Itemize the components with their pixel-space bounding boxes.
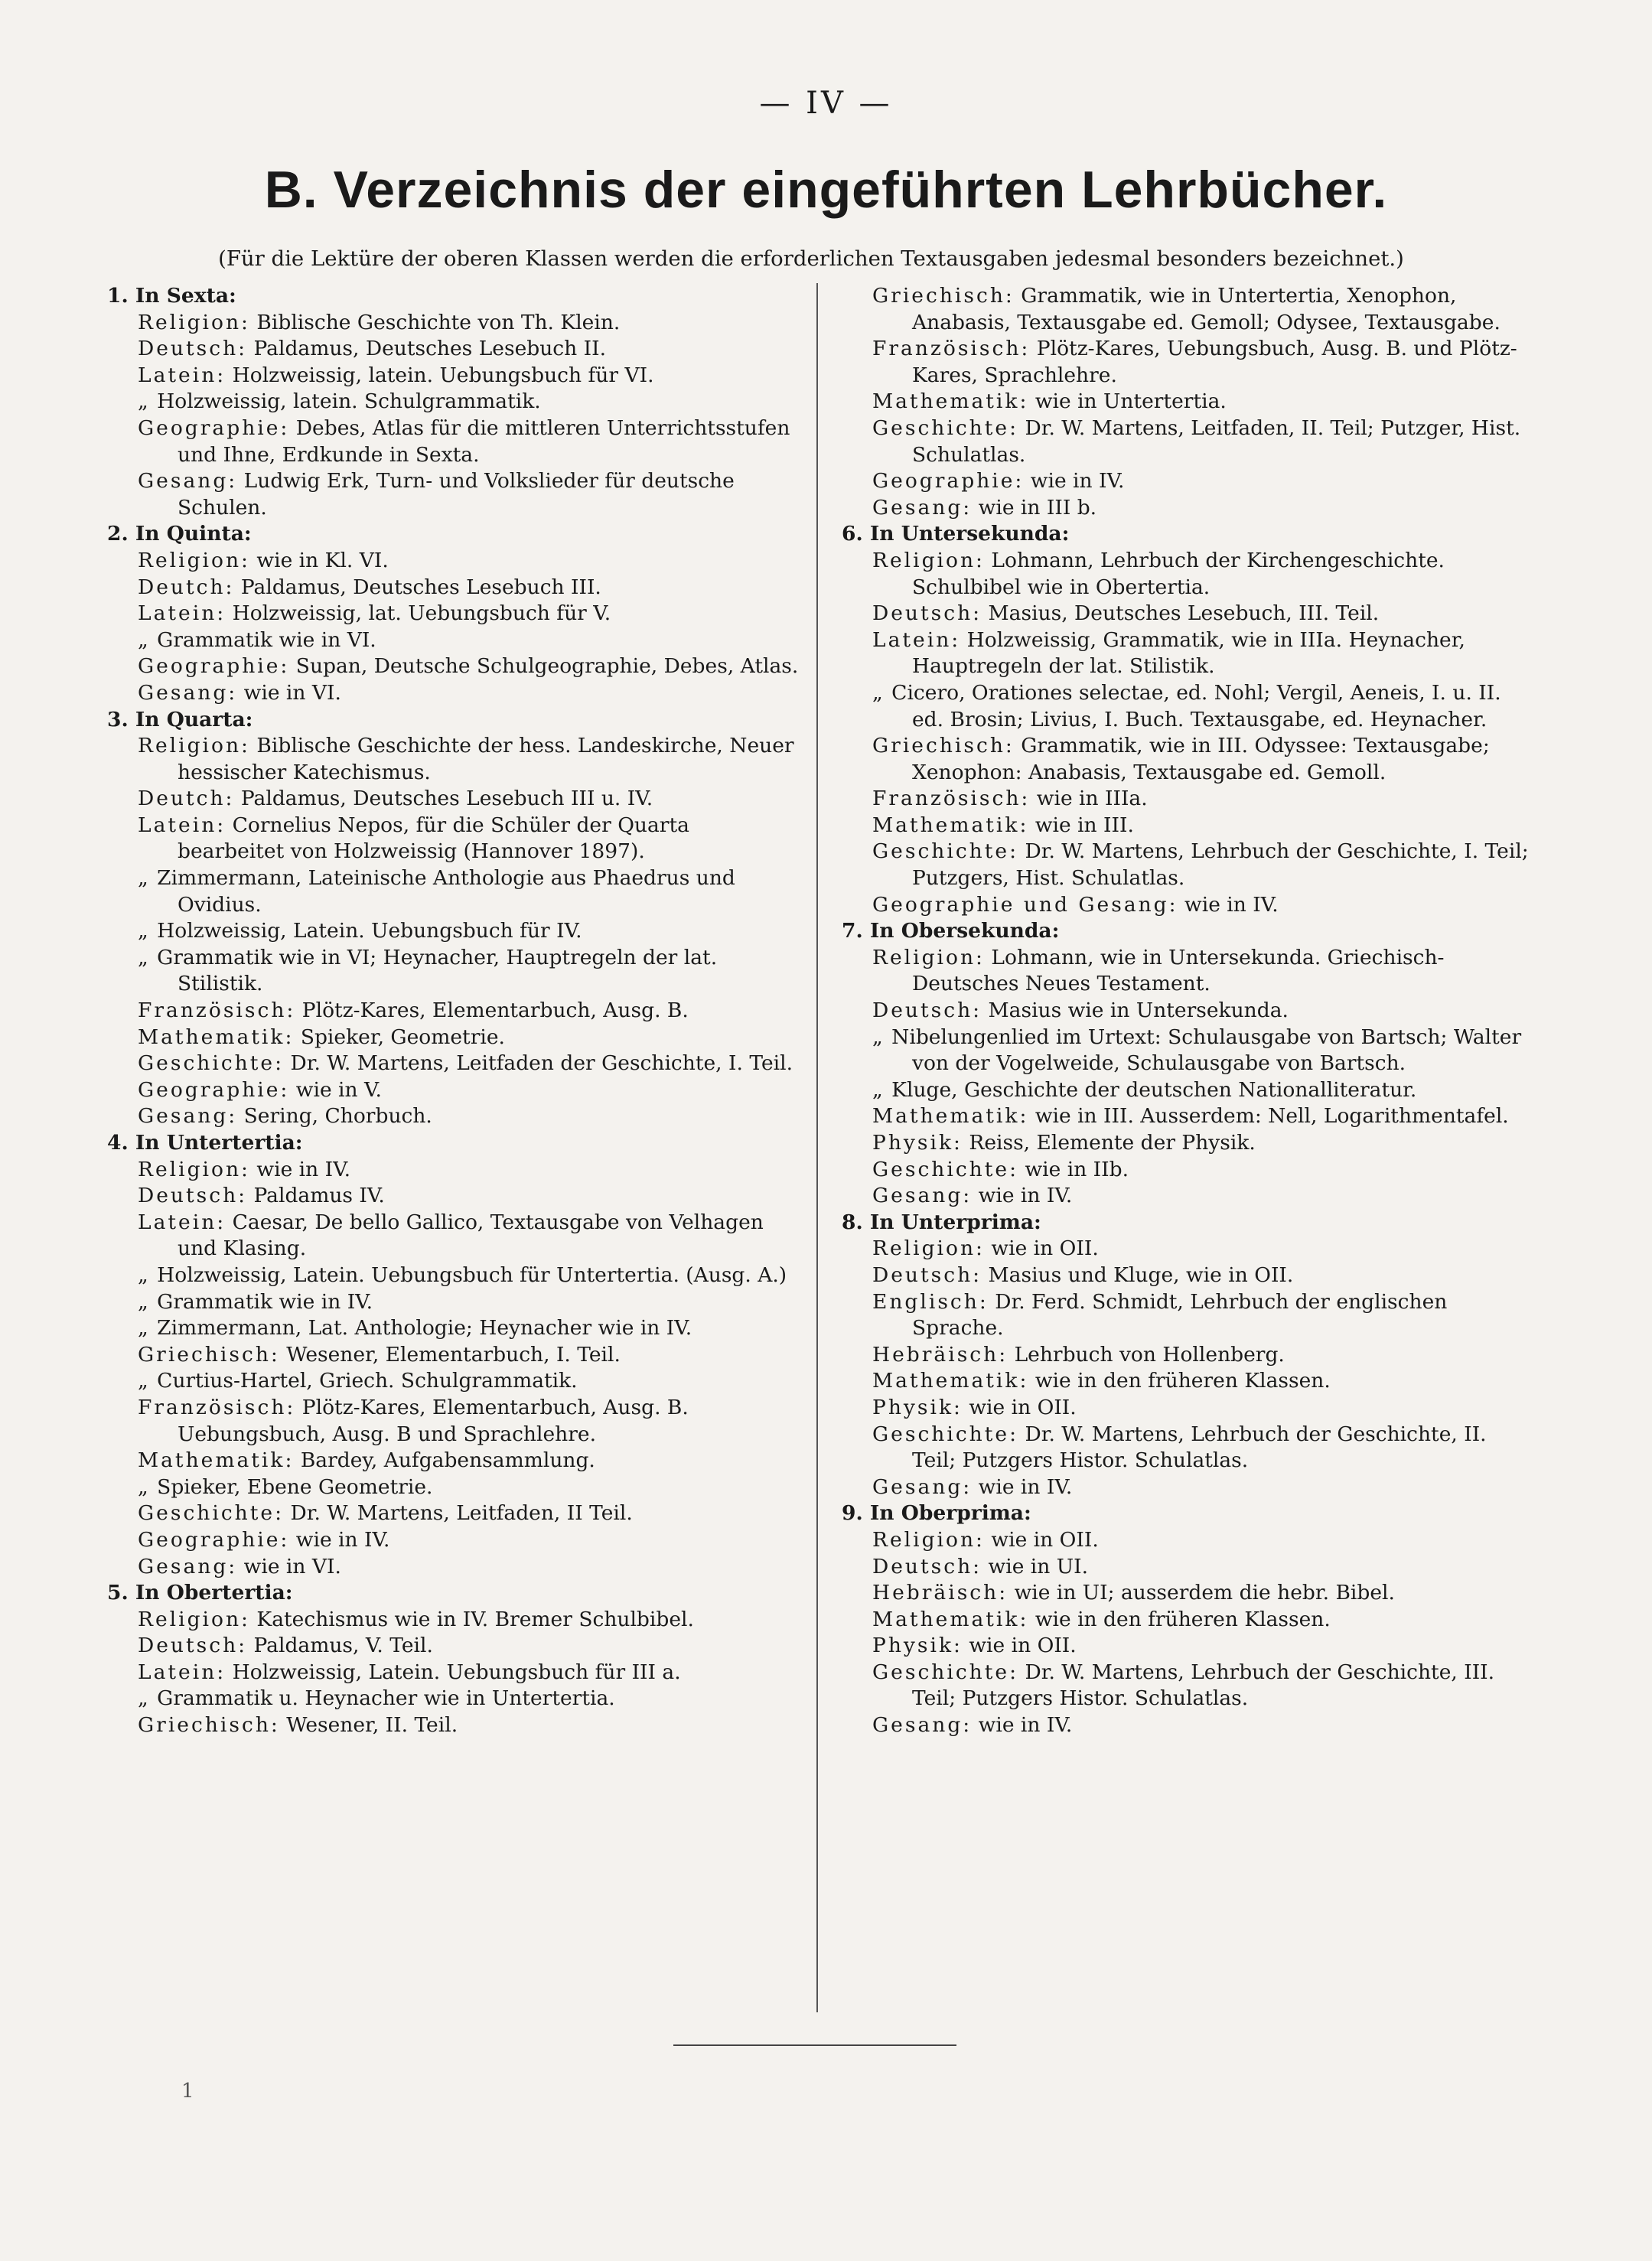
subject-label: Deutsch: xyxy=(138,1634,248,1658)
book-text: Wesener, Elementarbuch, I. Teil. xyxy=(286,1342,621,1367)
subject-label: „ xyxy=(138,1369,151,1393)
subject-label: Mathematik: xyxy=(872,1104,1029,1129)
subject-label: Religion: xyxy=(872,548,985,572)
subject-label: „ xyxy=(138,1686,151,1711)
book-entry xyxy=(107,865,800,918)
subject-label: Latein: xyxy=(138,1660,226,1684)
book-text: Caesar, De bello Gallico, Textausgabe von Velhagen und Klasing. xyxy=(178,1210,764,1261)
subject-label: „ xyxy=(138,389,151,414)
book-entry xyxy=(107,1183,800,1210)
book-text: wie in Kl. VI. xyxy=(256,548,389,572)
book-entry xyxy=(107,389,800,415)
book-entry xyxy=(107,1342,800,1369)
book-text: wie in IV. xyxy=(978,1184,1073,1208)
book-text: wie in OII. xyxy=(969,1634,1077,1658)
book-text: wie in III b. xyxy=(978,495,1097,520)
subject-label: Physik: xyxy=(872,1131,963,1155)
book-entry xyxy=(107,1025,800,1051)
book-text: Bardey, Aufgabensammlung. xyxy=(300,1448,595,1473)
book-entry xyxy=(842,1368,1530,1395)
subject-label: Gesang: xyxy=(872,1474,973,1499)
book-entry xyxy=(107,733,800,786)
subject-label: Religion: xyxy=(138,1607,250,1631)
section-heading: 1. In Sexta: xyxy=(107,284,236,308)
book-text: Katechismus wie in IV. Bremer Schulbibel. xyxy=(256,1607,694,1631)
book-entry xyxy=(842,1395,1530,1422)
book-entry xyxy=(842,1527,1530,1554)
class-section xyxy=(107,1130,800,1580)
subject-label: Gesang: xyxy=(138,1104,238,1129)
book-text: Masius, Deutsches Lesebuch, III. Teil. xyxy=(988,601,1380,626)
subject-label: Latein: xyxy=(138,1210,226,1234)
book-entry xyxy=(842,1289,1530,1342)
subject-label: Deutsch: xyxy=(872,1262,982,1287)
book-entry xyxy=(107,575,800,601)
book-entry xyxy=(842,1025,1530,1077)
book-entry xyxy=(107,1157,800,1184)
book-entry xyxy=(842,786,1530,813)
book-text: wie in IIIa. xyxy=(1036,787,1148,811)
subject-label: Geschichte: xyxy=(872,1660,1019,1684)
book-text: wie in III. Ausserdem: Nell, Logarithmentafel. xyxy=(1035,1104,1509,1129)
subject-label: Geographie: xyxy=(138,1527,290,1552)
subject-label: Deutsch: xyxy=(872,601,982,626)
book-text: Grammatik wie in VI. xyxy=(157,627,376,652)
book-text: Dr. W. Martens, Lehrbuch der Geschichte, II. Teil; Putzgers Histor. Schulatlas. xyxy=(912,1422,1487,1473)
book-text: wie in IV. xyxy=(295,1527,390,1552)
book-text: Cornelius Nepos, für die Schüler der Quarta bearbeitet von Holzweissig (Hannover 1897). xyxy=(178,813,689,864)
class-section xyxy=(842,1500,1530,1738)
book-text: Dr. W. Martens, Leitfaden der Geschichte, I. Teil. xyxy=(290,1051,793,1076)
subject-label: Mathematik: xyxy=(872,813,1029,837)
subject-label: Gesang: xyxy=(138,469,238,494)
book-text: Masius wie in Untersekunda. xyxy=(988,999,1289,1023)
book-text: Biblische Geschichte von Th. Klein. xyxy=(256,310,621,334)
class-section xyxy=(842,1210,1530,1501)
book-entry xyxy=(842,548,1530,601)
book-entry xyxy=(107,998,800,1025)
subject-label: Deutsch: xyxy=(138,1184,248,1208)
book-entry xyxy=(842,468,1530,495)
book-text: Plötz-Kares, Elementarbuch, Ausg. B. Uebungsbuch, Ausg. B und Sprachlehre. xyxy=(178,1395,689,1446)
subject-label: Geschichte: xyxy=(138,1051,285,1076)
subject-label: Mathematik: xyxy=(138,1025,295,1049)
class-section xyxy=(842,283,1530,521)
subject-label: „ xyxy=(138,1316,151,1341)
subject-label: Griechisch: xyxy=(872,734,1015,758)
book-entry xyxy=(842,1236,1530,1262)
section-heading: 8. In Unterprima: xyxy=(842,1210,1041,1234)
book-text: Nibelungenlied im Urtext: Schulausgabe von Bartsch; Walter von der Vogelweide, Schulausgabe von Bartsch. xyxy=(891,1025,1522,1076)
book-text: Holzweissig, lat. Uebungsbuch für V. xyxy=(232,601,611,626)
subject-label: Französisch: xyxy=(138,1395,296,1419)
book-entry xyxy=(107,548,800,575)
page-subtitle: (Für die Lektüre der oberen Klassen werden die erforderlichen Textausgaben jedesmal besonders bezeichnet.) xyxy=(218,246,1404,271)
book-entry xyxy=(107,1315,800,1342)
book-text: Wesener, II. Teil. xyxy=(286,1713,458,1738)
section-heading: 9. In Oberprima: xyxy=(842,1501,1031,1526)
subject-label: „ xyxy=(138,945,151,969)
subject-label: „ xyxy=(138,627,151,652)
book-text: Grammatik, wie in III. Odyssee: Textausgabe; Xenophon: Anabasis, Textausgabe ed. Gemoll. xyxy=(912,734,1490,784)
subject-label: Geschichte: xyxy=(872,1157,1019,1181)
subject-label: Geschichte: xyxy=(138,1501,285,1526)
book-entry xyxy=(107,601,800,627)
book-entry xyxy=(107,945,800,998)
book-text: Debes, Atlas für die mittleren Unterrichtsstufen und Ihne, Erdkunde in Sexta. xyxy=(178,415,790,467)
book-entry xyxy=(842,1554,1530,1581)
book-entry xyxy=(842,389,1530,415)
book-entry xyxy=(842,1580,1530,1607)
subject-label: Hebräisch: xyxy=(872,1581,1008,1605)
book-text: Plötz-Kares, Uebungsbuch, Ausg. B. und Plötz-Kares, Sprachlehre. xyxy=(912,337,1517,387)
end-rule xyxy=(673,2044,956,2046)
subject-label: Gesang: xyxy=(872,1713,973,1738)
subject-label: „ xyxy=(138,1289,151,1314)
book-entry xyxy=(842,336,1530,389)
book-entry xyxy=(107,1607,800,1634)
book-entry xyxy=(107,1395,800,1448)
book-text: Zimmermann, Lat. Anthologie; Heynacher wie in IV. xyxy=(157,1316,692,1341)
book-entry xyxy=(842,495,1530,522)
class-section xyxy=(107,1580,800,1739)
book-text: Kluge, Geschichte der deutschen Nationalliteratur. xyxy=(891,1077,1417,1102)
book-text: Grammatik u. Heynacher wie in Untertertia. xyxy=(157,1686,615,1711)
subject-label: Geschichte: xyxy=(872,415,1019,440)
subject-label: Physik: xyxy=(872,1634,963,1658)
subject-label: „ xyxy=(138,1474,151,1499)
book-text: Grammatik wie in VI; Heynacher, Hauptregeln der lat. Stilistik. xyxy=(157,945,718,996)
subject-label: Religion: xyxy=(138,310,250,334)
book-entry xyxy=(842,1157,1530,1184)
book-text: Dr. W. Martens, Lehrbuch der Geschichte, III. Teil; Putzgers Histor. Schulatlas. xyxy=(912,1660,1495,1711)
subject-label: „ xyxy=(872,1025,885,1049)
book-text: wie in V. xyxy=(295,1077,382,1102)
book-entry xyxy=(107,1289,800,1316)
book-text: Holzweissig, latein. Uebungsbuch für VI. xyxy=(232,363,654,387)
book-entry xyxy=(842,1342,1530,1369)
left-column xyxy=(107,283,800,1739)
subject-label: Mathematik: xyxy=(872,1369,1029,1393)
subject-label: Deutsch: xyxy=(872,999,982,1023)
book-text: wie in OII. xyxy=(969,1395,1077,1419)
book-entry xyxy=(107,1051,800,1077)
subject-label: Religion: xyxy=(872,945,985,969)
subject-label: „ xyxy=(138,1262,151,1287)
subject-label: Religion: xyxy=(138,548,250,572)
subject-label: Latein: xyxy=(138,363,226,387)
book-entry xyxy=(842,1633,1530,1660)
book-entry xyxy=(842,1660,1530,1712)
subject-label: Mathematik: xyxy=(872,389,1029,414)
book-text: Paldamus, Deutsches Lesebuch III. xyxy=(240,575,601,599)
book-text: Holzweissig, latein. Schulgrammatik. xyxy=(157,389,541,414)
book-text: wie in UI; ausserdem die hebr. Bibel. xyxy=(1014,1581,1395,1605)
book-entry xyxy=(842,283,1530,336)
book-entry xyxy=(842,945,1530,998)
subject-label: Deutch: xyxy=(138,575,235,599)
book-entry xyxy=(107,627,800,654)
book-text: Spieker, Geometrie. xyxy=(300,1025,505,1049)
book-entry xyxy=(842,1607,1530,1634)
book-entry xyxy=(842,1103,1530,1130)
book-text: wie in IV. xyxy=(256,1157,351,1181)
book-text: wie in III. xyxy=(1035,813,1134,837)
book-text: wie in Untertertia. xyxy=(1035,389,1227,414)
book-entry xyxy=(842,733,1530,786)
book-entry xyxy=(842,1422,1530,1474)
subject-label: Physik: xyxy=(872,1395,963,1419)
book-entry xyxy=(842,1262,1530,1289)
book-entry xyxy=(107,1500,800,1527)
subject-label: Gesang: xyxy=(872,1184,973,1208)
book-entry xyxy=(842,813,1530,839)
subject-label: Französisch: xyxy=(872,337,1031,361)
subject-label: Griechisch: xyxy=(138,1342,280,1367)
section-heading: 6. In Untersekunda: xyxy=(842,522,1070,546)
book-text: Sering, Chorbuch. xyxy=(243,1104,432,1129)
book-entry xyxy=(842,1183,1530,1210)
book-text: Holzweissig, Latein. Uebungsbuch für IV. xyxy=(157,919,582,943)
book-entry xyxy=(842,601,1530,627)
subject-label: „ xyxy=(872,680,885,705)
book-entry xyxy=(107,1660,800,1686)
subject-label: „ xyxy=(138,919,151,943)
book-entry xyxy=(107,363,800,389)
subject-label: Deutsch: xyxy=(138,337,248,361)
book-text: wie in VI. xyxy=(243,680,341,705)
book-text: wie in IV. xyxy=(978,1713,1073,1738)
book-entry xyxy=(107,1474,800,1501)
subject-label: „ xyxy=(872,1077,885,1102)
book-text: Plötz-Kares, Elementarbuch, Ausg. B. xyxy=(301,999,689,1023)
subject-label: Religion: xyxy=(138,1157,250,1181)
book-text: Paldamus, V. Teil. xyxy=(253,1634,433,1658)
book-text: Holzweissig, Latein. Uebungsbuch für III a. xyxy=(232,1660,681,1684)
book-entry xyxy=(107,918,800,945)
subject-label: Religion: xyxy=(872,1236,985,1261)
class-section xyxy=(107,283,800,521)
book-entry xyxy=(107,1210,800,1262)
book-text: wie in den früheren Klassen. xyxy=(1035,1607,1331,1631)
book-text: Paldamus, Deutsches Lesebuch II. xyxy=(253,337,606,361)
subject-label: Griechisch: xyxy=(138,1713,280,1738)
book-text: wie in VI. xyxy=(243,1554,341,1578)
book-entry xyxy=(107,336,800,363)
book-entry xyxy=(107,468,800,521)
subject-label: Mathematik: xyxy=(872,1607,1029,1631)
book-entry xyxy=(107,813,800,865)
book-entry xyxy=(842,998,1530,1025)
subject-label: Gesang: xyxy=(872,495,973,520)
book-entry xyxy=(107,786,800,813)
subject-label: Geographie: xyxy=(872,469,1025,494)
book-text: wie in den früheren Klassen. xyxy=(1035,1369,1331,1393)
subject-label: Mathematik: xyxy=(138,1448,295,1473)
book-text: Ludwig Erk, Turn- und Volkslieder für deutsche Schulen. xyxy=(178,469,735,520)
book-entry xyxy=(842,680,1530,733)
book-entry xyxy=(842,1474,1530,1501)
book-text: Paldamus, Deutsches Lesebuch III u. IV. xyxy=(240,787,653,811)
book-entry xyxy=(842,892,1530,919)
book-text: Grammatik wie in IV. xyxy=(157,1289,373,1314)
subject-label: Religion: xyxy=(872,1527,985,1552)
subject-label: Deutsch: xyxy=(872,1554,982,1578)
book-entry xyxy=(107,1712,800,1739)
book-text: Dr. W. Martens, Leitfaden, II Teil. xyxy=(290,1501,633,1526)
book-entry xyxy=(107,1448,800,1474)
book-text: Dr. W. Martens, Lehrbuch der Geschichte, I. Teil; Putzgers, Hist. Schulatlas. xyxy=(912,839,1529,891)
book-text: Dr. Ferd. Schmidt, Lehrbuch der englischen Sprache. xyxy=(912,1289,1448,1341)
column-divider xyxy=(816,283,818,2012)
subject-label: Französisch: xyxy=(138,999,296,1023)
page-title: B. Verzeichnis der eingeführten Lehrbücher. xyxy=(264,161,1388,219)
book-text: Curtius-Hartel, Griech. Schulgrammatik. xyxy=(157,1369,578,1393)
book-entry xyxy=(107,1077,800,1104)
subject-label: Geschichte: xyxy=(872,1422,1019,1446)
book-text: Zimmermann, Lateinische Anthologie aus Phaedrus und Ovidius. xyxy=(157,866,735,917)
section-heading: 5. In Obertertia: xyxy=(107,1581,293,1605)
book-entry xyxy=(842,415,1530,468)
book-text: wie in IV. xyxy=(1184,892,1279,917)
subject-label: Englisch: xyxy=(872,1289,989,1314)
class-section xyxy=(107,707,800,1131)
book-entry xyxy=(107,1686,800,1712)
book-text: Grammatik, wie in Untertertia, Xenophon, Anabasis, Textausgabe ed. Gemoll; Odysee, Textausgabe. xyxy=(912,284,1500,334)
subject-label: Deutch: xyxy=(138,787,235,811)
subject-label: Französisch: xyxy=(872,787,1031,811)
class-section xyxy=(107,521,800,706)
book-entry xyxy=(107,1368,800,1395)
book-text: Cicero, Orationes selectae, ed. Nohl; Vergil, Aeneis, I. u. II. ed. Brosin; Livius, I. Buch. Textausgabe, ed. Heynacher. xyxy=(891,680,1501,731)
book-entry xyxy=(842,627,1530,680)
page-number: — IV — xyxy=(759,86,893,121)
book-entry xyxy=(842,1130,1530,1157)
subject-label: „ xyxy=(138,866,151,891)
book-text: Reiss, Elemente der Physik. xyxy=(969,1131,1256,1155)
book-text: wie in OII. xyxy=(991,1236,1099,1261)
book-entry xyxy=(107,1103,800,1130)
subject-label: Gesang: xyxy=(138,1554,238,1578)
book-text: Holzweissig, Latein. Uebungsbuch für Untertertia. (Ausg. A.) xyxy=(157,1262,787,1287)
book-text: Masius und Kluge, wie in OII. xyxy=(988,1262,1294,1287)
subject-label: Gesang: xyxy=(138,680,238,705)
corner-mark: 1 xyxy=(181,2080,194,2103)
subject-label: Griechisch: xyxy=(872,284,1015,308)
book-entry xyxy=(107,680,800,707)
book-entry xyxy=(107,1554,800,1581)
subject-label: Geographie: xyxy=(138,1077,290,1102)
book-entry xyxy=(842,839,1530,891)
book-text: Lohmann, Lehrbuch der Kirchengeschichte. Schulbibel wie in Obertertia. xyxy=(912,548,1445,599)
subject-label: Geschichte: xyxy=(872,839,1019,864)
book-text: wie in IV. xyxy=(978,1474,1073,1499)
book-text: Biblische Geschichte der hess. Landeskirche, Neuer hessischer Katechismus. xyxy=(178,734,794,784)
subject-label: Geographie: xyxy=(138,654,290,679)
book-entry xyxy=(107,415,800,468)
subject-label: Geographie: xyxy=(138,415,290,440)
subject-label: Religion: xyxy=(138,734,250,758)
subject-label: Hebräisch: xyxy=(872,1342,1008,1367)
subject-label: Latein: xyxy=(872,627,961,652)
book-text: Holzweissig, Grammatik, wie in IIIa. Heynacher, Hauptregeln der lat. Stilistik. xyxy=(912,627,1465,679)
class-section xyxy=(842,521,1530,918)
book-text: Dr. W. Martens, Leitfaden, II. Teil; Putzger, Hist. Schulatlas. xyxy=(912,415,1521,467)
subject-label: Latein: xyxy=(138,601,226,626)
book-text: Lehrbuch von Hollenberg. xyxy=(1014,1342,1285,1367)
book-entry xyxy=(107,310,800,337)
book-text: wie in IIb. xyxy=(1025,1157,1129,1181)
section-heading: 4. In Untertertia: xyxy=(107,1131,303,1155)
book-entry xyxy=(842,1712,1530,1739)
subject-label: Geographie und Gesang: xyxy=(872,892,1178,917)
book-entry xyxy=(107,1633,800,1660)
book-entry xyxy=(107,653,800,680)
book-text: Supan, Deutsche Schulgeographie, Debes, Atlas. xyxy=(295,654,799,679)
class-section xyxy=(842,918,1530,1210)
book-entry xyxy=(107,1262,800,1289)
book-text: wie in IV. xyxy=(1030,469,1125,494)
book-text: Lohmann, wie in Untersekunda. Griechisch-Deutsches Neues Testament. xyxy=(912,945,1445,996)
right-column xyxy=(842,283,1530,1739)
section-heading: 7. In Obersekunda: xyxy=(842,919,1060,943)
book-entry xyxy=(842,1077,1530,1104)
book-text: Paldamus IV. xyxy=(253,1184,385,1208)
book-text: wie in UI. xyxy=(988,1554,1088,1578)
book-entry xyxy=(107,1527,800,1554)
section-heading: 2. In Quinta: xyxy=(107,522,252,546)
section-heading: 3. In Quarta: xyxy=(107,707,253,731)
subject-label: Latein: xyxy=(138,813,226,837)
book-text: wie in OII. xyxy=(991,1527,1099,1552)
book-text: Spieker, Ebene Geometrie. xyxy=(157,1474,433,1499)
